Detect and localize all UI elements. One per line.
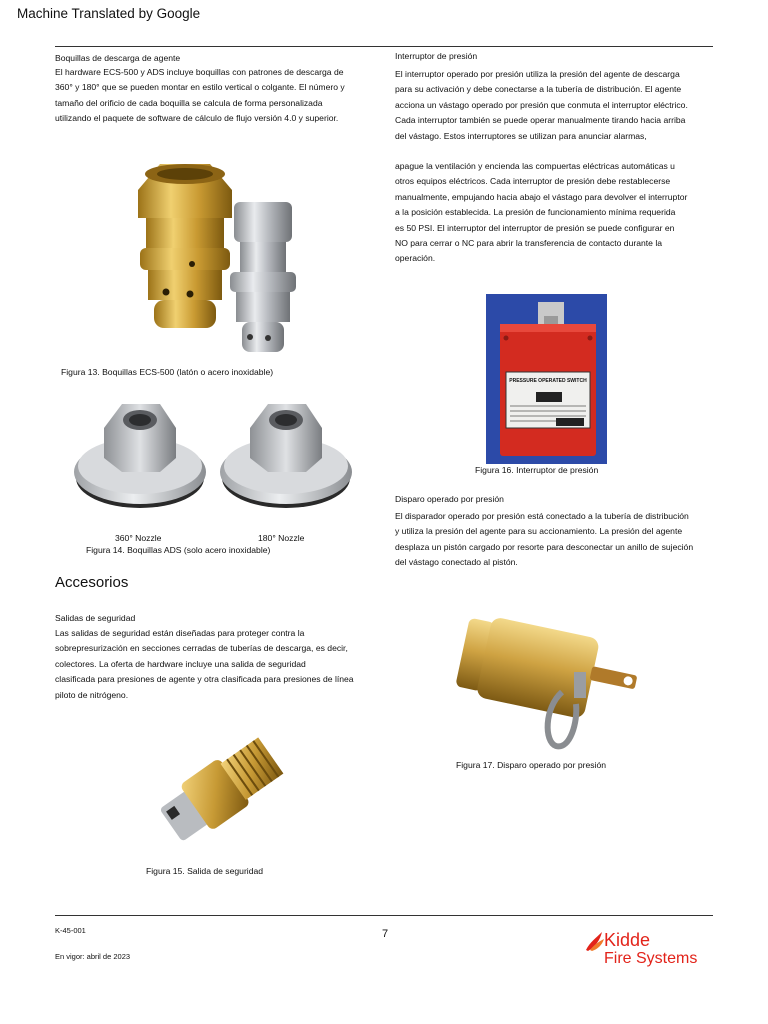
text-line: Las salidas de seguridad están diseñadas para proteger contra la <box>55 628 305 638</box>
nozzles-heading: Boquillas de descarga de agente <box>55 53 181 63</box>
pressure-switch-image <box>486 294 607 464</box>
fig13-caption: Figura 13. Boquillas ECS-500 (latón o acero inoxidable) <box>61 367 274 377</box>
text-line: a la posición establecida. La presión de funcionamiento mínima requerida <box>395 207 676 218</box>
text-line: acciona un vástago operado por presión que conmuta el interruptor eléctrico. <box>395 99 688 110</box>
label-180-nozzle: 180° Nozzle <box>258 533 305 543</box>
text-line: colectores. La oferta de hardware incluye una salida de seguridad <box>55 658 306 669</box>
safety-outlets-heading: Salidas de seguridad <box>55 613 136 623</box>
text-line: piloto de nitrógeno. <box>55 689 129 700</box>
text-line: y utiliza la presión del agente para su accionamiento. La presión del agente <box>395 526 683 537</box>
text-line: del vástago. Estos interruptores se utilizan para anunciar alarmas, <box>395 130 647 141</box>
label-360-nozzle: 360° Nozzle <box>115 533 162 543</box>
text-line: Cada interruptor también se puede operar manualmente tirando hacia arriba <box>395 115 686 126</box>
trip-heading: Disparo operado por presión <box>395 494 504 504</box>
kidde-flame-icon <box>584 930 606 952</box>
kidde-fire-systems-logo <box>584 930 714 972</box>
trip-body <box>395 509 725 571</box>
text-line: tamaño del orificio de cada boquilla se calcula de forma personalizada <box>55 97 323 108</box>
text-line: del vástago conectado al pistón. <box>395 557 518 568</box>
ads-nozzles-image <box>72 396 354 528</box>
fig16-caption: Figura 16. Interruptor de presión <box>475 465 599 475</box>
text-line: El interruptor operado por presión utiliza la presión del agente de descarga <box>395 69 680 79</box>
ecs500-nozzles-image <box>130 160 300 365</box>
safety-outlets-body <box>55 626 385 703</box>
switch-body-1 <box>395 67 725 144</box>
text-line: otros equipos eléctricos. Cada interruptor de presión debe restablecerse <box>395 176 671 187</box>
switch-plate-text: PRESSURE OPERATED SWITCH <box>509 378 587 384</box>
accessories-title: Accesorios <box>55 574 129 591</box>
text-line: clasificada para presiones de agente y otra clasificada para presiones de línea <box>55 674 354 685</box>
machine-translated-banner: Machine Translated by Google <box>17 6 201 21</box>
fig15-caption: Figura 15. Salida de seguridad <box>146 866 264 876</box>
text-line: para su activación y debe conectarse a la tubería de distribución. El agente <box>395 84 682 95</box>
fig14-caption: Figura 14. Boquillas ADS (solo acero inoxidable) <box>86 545 271 555</box>
safety-outlet-image <box>150 725 290 857</box>
text-line: sobrepresurización en secciones cerradas de tuberías de descarga, es decir, <box>55 643 348 654</box>
text-line: 360° y 180° que se pueden montar en estilo vertical o colgante. El número y <box>55 82 345 93</box>
top-rule <box>55 46 713 47</box>
page-number: 7 <box>382 928 389 940</box>
fig17-caption: Figura 17. Disparo operado por presión <box>456 760 607 770</box>
doc-number: K-45-001 <box>55 926 86 935</box>
text-line: es 50 PSI. El interruptor del interruptor de presión se puede configurar en <box>395 222 675 233</box>
bottom-rule <box>55 915 713 916</box>
text-line: manualmente, empujando hacia abajo el vástago para devolver el interruptor <box>395 191 688 202</box>
brand-fire-systems: Fire Systems <box>604 950 698 967</box>
switch-body-2 <box>395 159 725 267</box>
text-line: El disparador operado por presión está conectado a la tubería de distribución <box>395 511 689 521</box>
pressure-trip-image <box>452 612 642 752</box>
text-line: desplaza un pistón cargado por resorte para desconectar un anillo de sujeción <box>395 541 694 552</box>
text-line: apague la ventilación y encienda las compuertas eléctricas automáticas u <box>395 161 675 171</box>
brand-kidde: Kidde <box>604 930 651 950</box>
nozzles-body <box>55 65 375 127</box>
text-line: El hardware ECS-500 y ADS incluye boquillas con patrones de descarga de <box>55 67 344 77</box>
effective-date: En vigor: abril de 2023 <box>55 952 131 961</box>
text-line: operación. <box>395 253 436 264</box>
text-line: utilizando el paquete de software de cálculo de flujo versión 4.0 y superior. <box>55 113 339 124</box>
text-line: NO para cerrar o NC para abrir la transferencia de contacto durante la <box>395 238 663 249</box>
switch-heading: Interruptor de presión <box>395 51 478 61</box>
